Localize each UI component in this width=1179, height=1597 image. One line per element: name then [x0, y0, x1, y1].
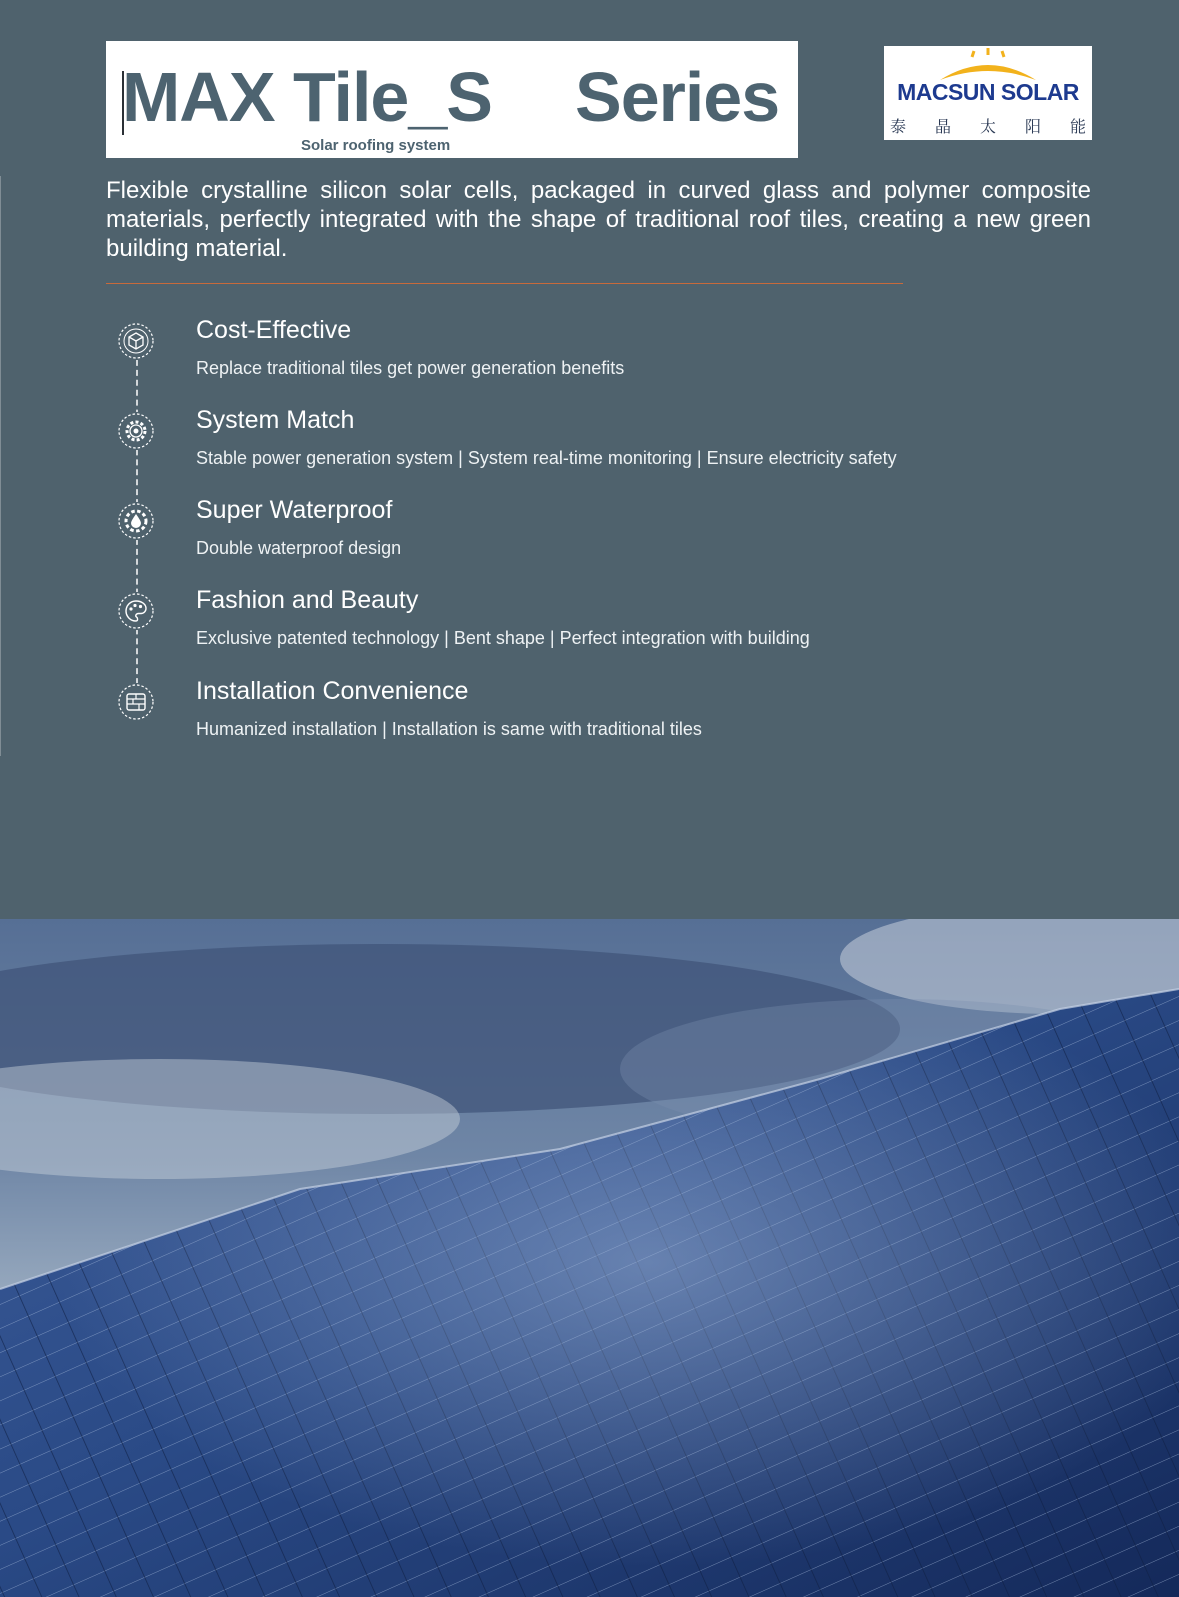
product-subtitle: Solar roofing system [301, 137, 451, 154]
left-edge-rule [0, 176, 1, 756]
cube-icon [117, 322, 155, 360]
solar-roof-photo [0, 919, 1179, 1597]
waterproof-icon [117, 502, 155, 540]
brand-chinese-name [890, 114, 1086, 137]
feature-description: Stable power generation system | System real-time monitoring | Ensure electricity safety [196, 448, 897, 468]
product-title: MAX Tile_S [122, 58, 492, 136]
brand-char: 晶 [934, 117, 951, 136]
feature-title: Cost-Effective [196, 316, 352, 344]
feature-title: Fashion and Beauty [196, 586, 419, 614]
feature-title: System Match [196, 406, 355, 434]
feature-description: Exclusive patented technology | Bent shape | Perfect integration with building [196, 628, 810, 648]
brand-char: 阳 [1024, 117, 1041, 136]
installation-icon [117, 683, 155, 721]
section-divider [106, 283, 903, 284]
feature-description: Double waterproof design [196, 538, 402, 558]
brand-name: MACSUN SOLAR [897, 79, 1079, 105]
feature-description: Humanized installation | Installation is same with traditional tiles [196, 719, 702, 739]
intro-paragraph: Flexible crystalline silicon solar cells, packaged in curved glass and polymer composite materials, perfectly integrated with the shape of traditional roof tiles, creating a new green building material. [106, 177, 1091, 262]
feature-title: Super Waterproof [196, 496, 393, 524]
brand-char: 太 [979, 117, 996, 136]
palette-icon [117, 592, 155, 630]
gear-icon [117, 412, 155, 450]
sun-logo-icon [934, 48, 1042, 82]
brand-logo [884, 46, 1092, 140]
feature-description: Replace traditional tiles get power generation benefits [196, 358, 625, 378]
series-label: Series [575, 58, 780, 136]
brand-char: 泰 [890, 117, 907, 136]
feature-title: Installation Convenience [196, 677, 469, 705]
title-banner [106, 41, 798, 158]
brand-char: 能 [1069, 117, 1086, 136]
